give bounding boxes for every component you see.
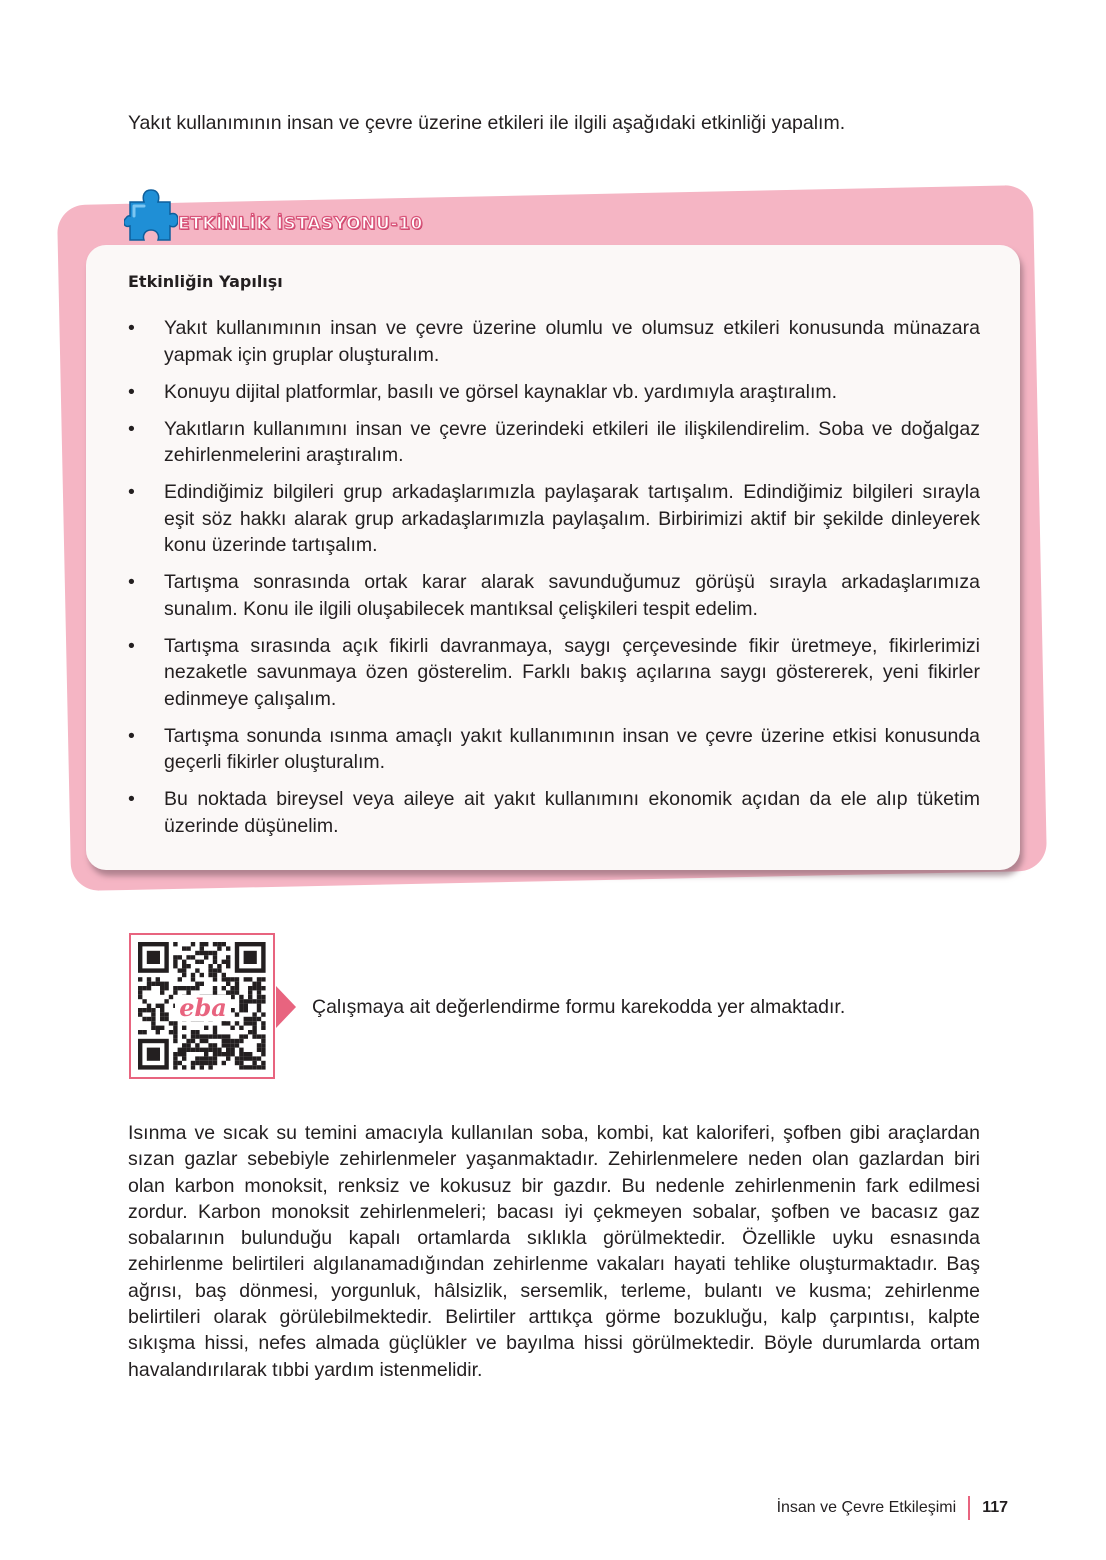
page-number: 117 (982, 1499, 1008, 1516)
list-item-text: Bu noktada bireysel veya aileye ait yakıt kullanımını ekonomik açıdan da ele alıp tüketim üzerinde düşünelim. (164, 788, 980, 837)
procedure-heading: Etkinliğin Yapılışı (128, 272, 283, 291)
bullet-icon: • (128, 317, 135, 339)
intro-sentence: Yakıt kullanımının insan ve çevre üzerine etkileri ile ilgili aşağıdaki etkinliği yapalım. (128, 112, 846, 134)
bullet-icon: • (128, 481, 135, 503)
page-footer (777, 1496, 1008, 1520)
puzzle-piece-icon (124, 186, 178, 246)
list-item (128, 786, 980, 839)
list-item-text: Konuyu dijital platformlar, basılı ve görsel kaynaklar vb. yardımıyla araştıralım. (164, 380, 838, 403)
qr-code-image (131, 935, 273, 1077)
list-item-text: Tartışma sonrasında ortak karar alarak savunduğumuz görüşü sırayla arkadaşlarımıza sunalım. Konu ile ilgili oluşabilecek mantıksal çelişkileri tespit edelim. (164, 571, 980, 620)
bullet-icon: • (128, 788, 135, 810)
qr-note: Çalışmaya ait değerlendirme formu karekodda yer almaktadır. (312, 996, 846, 1018)
list-item-text: Yakıtların kullanımını insan ve çevre üzerindeki etkileri ile ilişkilendirelim. Soba ve doğalgaz zehirlenmelerini araştıralım. (164, 417, 980, 466)
list-item-text: Tartışma sırasında açık fikirli davranmaya, saygı çerçevesinde fikir üretmeye, fikirlerimizi nezaketle savunmaya özen gösterelim. Farklı bakış açılarına saygı göstererek, yeni fikirler edinmeye çalışalım. (164, 634, 980, 710)
bullet-icon: • (128, 724, 135, 747)
list-item (128, 569, 980, 622)
list-item (128, 479, 980, 559)
footer-section-title: İnsan ve Çevre Etkileşimi (776, 1499, 957, 1516)
list-item-text: Yakıt kullanımının insan ve çevre üzerine olumlu ve olumsuz etkileri konusunda münazara yapmak için gruplar oluşturalım. (164, 317, 980, 366)
bullet-icon: • (128, 380, 135, 403)
body-paragraph: Isınma ve sıcak su temini amacıyla kullanılan soba, kombi, kat kaloriferi, şofben gibi araçlardan sızan gazlar sebebiyle zehirlenmeler yaşanmaktadır. Zehirlenmelere neden olan gazlardan biri olan karbon monoksit, renksiz ve kokusuz bir gazdır. Bu nedenle zehirlenmenin fark edilmesi zordur. Karbon monoksit zehirlenmeleri; bacası iyi çekmeyen sobalar, şofben ve bacasız gaz sobalarının bulunduğu kapalı ortamlarda sıklıkla görülmektedir. Özellikle uyku esnasında zehirlenme belirtileri algılanamadığından zehirlenme vakaları hayati tehlike oluşturmaktadır. Baş ağrısı, baş dönmesi, yorgunluk, hâlsizlik, sersemlik, terleme, bulantı ve kusma; zehirlenme belirtileri olarak görülebilmektedir. Belirtiler arttıkça görme bozukluğu, kalp çarpıntısı, kalpte sıkışma hissi, nefes almada güçlükler ve bayılma hissi görülmektedir. Böyle durumlarda ortam havalandırılarak tıbbi yardım istenmelidir. (128, 1122, 980, 1381)
bullet-icon: • (128, 634, 135, 657)
list-item (128, 379, 980, 406)
list-item (128, 633, 980, 713)
qr-pointer-arrow (276, 986, 296, 1028)
qr-code[interactable] (129, 933, 275, 1079)
procedure-list (128, 315, 980, 850)
list-item-text: Edindiğimiz bilgileri grup arkadaşlarımızla paylaşarak tartışalım. Edindiğimiz bilgileri sırayla eşit söz hakkı alarak grup arkadaşlarımızla paylaşalım. Birbirimizi aktif bir şekilde dinleyerek konu üzerinde tartışalım. (164, 481, 980, 556)
footer-divider (968, 1496, 970, 1520)
list-item (128, 723, 980, 776)
list-item (128, 315, 980, 368)
bullet-icon: • (128, 417, 135, 440)
bullet-icon: • (128, 571, 135, 593)
eba-logo: eba (179, 993, 227, 1022)
station-title: ETKİNLİK İSTASYONU-10 (178, 214, 423, 234)
list-item (128, 416, 980, 469)
list-item-text: Tartışma sonunda ısınma amaçlı yakıt kullanımının insan ve çevre üzerine etkisi konusunda geçerli fikirler oluşturalım. (164, 724, 980, 773)
